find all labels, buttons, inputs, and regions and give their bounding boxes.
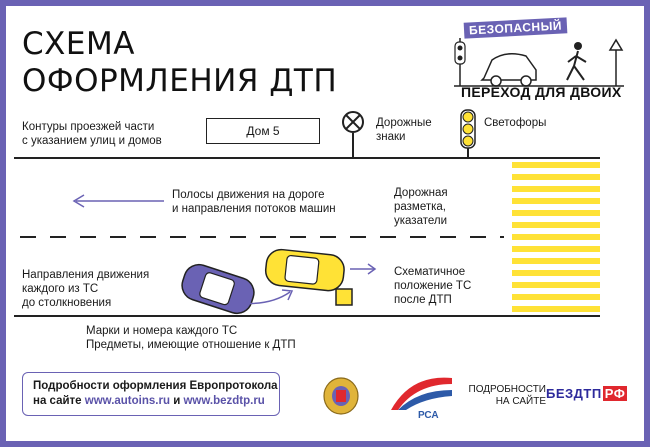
road-sign-icon	[343, 112, 363, 158]
legend-marks-line-1: Марки и номера каждого ТС	[86, 325, 238, 337]
legend-direction-line-1: Направления движения	[22, 269, 150, 281]
details-line-1: ПОДРОБНОСТИ	[468, 384, 546, 395]
title-line-2: ОФОРМЛЕНИЯ ДТП	[22, 63, 338, 99]
legend-signs-line-1: Дорожные	[376, 117, 432, 129]
yellow-car-icon	[264, 248, 345, 292]
logo-caption: ПЕРЕХОД ДЛЯ ДВОИХ	[461, 84, 622, 100]
footer-conj: и	[173, 395, 181, 407]
legend-marking-line-2: разметка,	[394, 201, 446, 213]
legend-lanes	[172, 188, 336, 216]
legend-signs-line-2: знаки	[376, 131, 406, 143]
position-arrow	[350, 264, 375, 274]
legend-marking	[394, 186, 448, 228]
traffic-flow-arrow	[74, 195, 164, 207]
legend-lanes-line-2: и направления потоков машин	[172, 203, 336, 215]
legend-signs	[376, 116, 432, 144]
legend-roads	[22, 120, 162, 148]
footer-prefix: на сайте	[33, 395, 82, 407]
autoins-link[interactable]: www.autoins.ru	[84, 395, 170, 407]
legend-lights	[484, 116, 546, 130]
legend-roads-line-1: Контуры проезжей части	[22, 121, 155, 133]
details-line-2: НА САЙТЕ	[495, 396, 546, 407]
legend-direction-line-3: до столкновения	[22, 297, 112, 309]
legend-position-line-2: положение ТС	[394, 280, 472, 292]
scheme-card	[6, 6, 644, 441]
details-caption	[466, 384, 546, 408]
bezdtp-link[interactable]: www.bezdtp.ru	[183, 395, 265, 407]
house-label: Дом 5	[246, 124, 280, 138]
footer-line-1: Подробности оформления Европротокола	[33, 380, 278, 392]
svg-text:РСА: РСА	[418, 410, 439, 421]
legend-direction-line-2: каждого из ТС	[22, 283, 99, 295]
blue-car-icon	[178, 261, 258, 317]
legend-marking-line-1: Дорожная	[394, 187, 448, 199]
legend-marks-line-2: Предметы, имеющие отношение к ДТП	[86, 339, 296, 351]
traffic-light-icon	[461, 110, 475, 158]
legend-position-line-1: Схематичное	[394, 266, 466, 278]
legend-direction	[22, 268, 149, 310]
brand-name: БЕЗДТП	[546, 386, 602, 401]
europrotocol-info-box	[22, 372, 280, 416]
house-label-box	[206, 118, 320, 144]
legend-roads-line-2: с указанием улиц и домов	[22, 135, 162, 147]
object-marker	[336, 289, 352, 305]
safe-crossing-logo	[454, 38, 624, 86]
legend-lanes-line-1: Полосы движения на дороге	[172, 189, 325, 201]
rsa-logo-icon	[391, 378, 452, 421]
legend-position	[394, 265, 471, 307]
crosswalk	[512, 162, 600, 312]
title-line-1: СХЕМА	[22, 26, 135, 62]
police-emblem-icon	[324, 378, 358, 414]
legend-lights-line: Светофоры	[484, 117, 547, 129]
legend-marks	[86, 324, 296, 352]
legend-position-line-3: после ДТП	[394, 294, 452, 306]
logo-badge: БЕЗОПАСНЫЙ	[464, 17, 568, 38]
footer-line-2	[33, 394, 269, 409]
brand-suffix: РФ	[604, 386, 626, 401]
bezdtp-brand-logo[interactable]	[546, 386, 627, 401]
legend-marking-line-3: указатели	[394, 215, 448, 227]
